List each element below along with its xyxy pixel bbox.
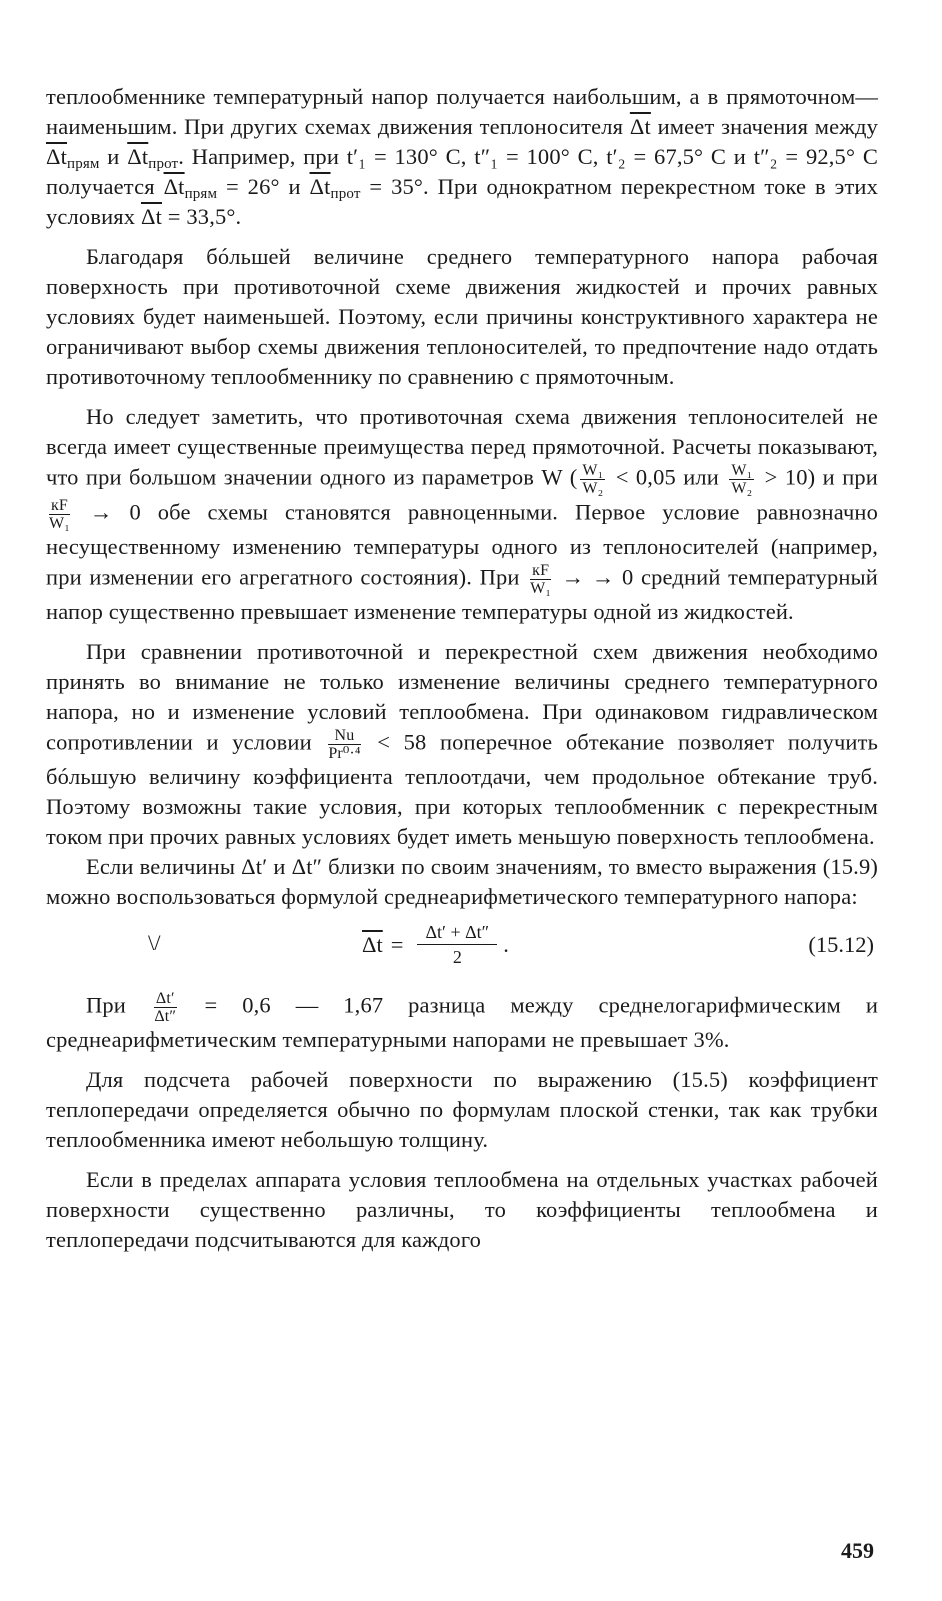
equation-body: [362, 920, 509, 969]
equation-15-12: [46, 918, 878, 980]
mean-delta-t: $\overline{\Delta t}$: [629, 114, 651, 139]
fraction-kf-w1: $\frac{кF}{\text{W₁}}$: [530, 562, 552, 597]
equation-period: .: [503, 931, 509, 957]
paragraph-2: Благодаря бóльшей величине среднего температурного напора рабочая поверхность при противоточной схеме движения жидкостей и прочих равных условиях будет наименьшей. Поэтому, если причины конструктивного характера не ограничивают выбор схемы движения теплоносителей, то предпочтение надо отдать противоточному теплообменнику по сравнению с прямоточным.: [46, 244, 878, 389]
paragraph-6: При $\frac{\Delta t'}{\Delta t''}$ = 0,6 — 1,67 разница между среднелогарифмическим и среднеарифметическим температурными напорами не превышает 3%.: [46, 990, 879, 1052]
paragraph-7: Для подсчета рабочей поверхности по выражению (15.5) коэффициент теплопередачи определяется обычно по формулам плоской стенки, так как трубки теплообменника имеют небольшую толщину.: [46, 1067, 878, 1152]
equation-numerator: Δt′ + Δt″: [417, 920, 497, 945]
fraction-w1-w2: $\frac{\text{W₁}}{\text{W₂}}$: [731, 462, 753, 497]
equation-denominator: 2: [452, 947, 462, 967]
equation-number: (15.12): [808, 932, 874, 957]
paragraph-3: Но следует заметить, что противоточная схема движения теплоносителей не всегда имеет существенные преимущества перед прямоточной. Расчеты показывают, что при большом значении одного из параметров W ( $\frac{\text{W₁}}{\text{W₂}}$ < 0,05 или $\frac{\text{W₁}}{\text{W₂}}$ > 10) и при $\frac{кF}{\text{W₁}}$ → 0 обе схемы становятся равноценными. Первое условие равнозначно несущественному изменению температуры одного из теплоносителей (например, при изменении его агрегатного состояния). При $\frac{кF}{\text{W₁}}$ → → 0 средний температурный напор существенно превышает изменение температуры одной из жидкостей.: [46, 404, 878, 624]
equation-fraction: [417, 920, 497, 969]
paragraph-5: Если величины Δt′ и Δt″ близки по своим значениям, то вместо выражения (15.9) можно воспользоваться формулой среднеарифметического температурного напора:: [46, 854, 878, 909]
paragraph-8: Если в пределах аппарата условия теплообмена на отдельных участках рабочей поверхности существенно различны, то коэффициенты теплообмена и теплопередачи подсчитываются для каждого: [46, 1167, 878, 1252]
fraction-kf-w1: $\frac{кF}{\text{W₁}}$: [49, 497, 70, 532]
paragraph-1: теплообменнике температурный напор получается наибольшим, а в прямоточном—наименьшим. При других схемах движения теплоносителя $\overline{\Delta t}$ имеет значения между $\overline{\Delta t}_{прям}$ и $\overline{\Delta t}_{прот}$. Например, при t′₁ = 130° С, t″₁ = 100° С, t′₂ = 67,5° С и t″₂ = 92,5° С получается $\overline{\Delta t}_{прям} = 26^\circ$ и $\overline{\Delta t}_{прот} = 35^\circ$. При однократном перекрестном токе в этих условиях $\overline{\Delta t} = 33,5^\circ$.: [46, 84, 879, 229]
equation-equals: =: [390, 931, 404, 957]
page-number: 459: [841, 1538, 874, 1563]
paragraph-4: При сравнении противоточной и перекрестной схем движения необходимо принять во внимание не только изменение величины среднего температурного напора, но и изменение условий теплообмена. При одинаковом гидравлическом сопротивлении и условии $\frac{Nu}{\text{Pr⁰·⁴}}$ < 58 поперечное обтекание позволяет получить бóльшую величину коэффициента теплоотдачи, чем продольное обтекание труб. Поэтому возможны такие условия, при которых теплообменник с перекрестным током при прочих равных условиях будет иметь меньшую поверхность теплообмена.: [46, 639, 878, 849]
margin-check-mark: \/: [148, 930, 161, 955]
equation-lhs: $\overline{\Delta t}$: [362, 931, 383, 957]
fraction-w1-w2: $\frac{\text{W₁}}{\text{W₂}}$: [582, 462, 604, 497]
fraction-nu-pr: $\frac{Nu}{\text{Pr⁰·⁴}}$: [328, 727, 361, 762]
fraction-dt-ratio: $\frac{\Delta t'}{\Delta t''}$: [154, 990, 177, 1025]
page-text: [46, 82, 878, 1255]
